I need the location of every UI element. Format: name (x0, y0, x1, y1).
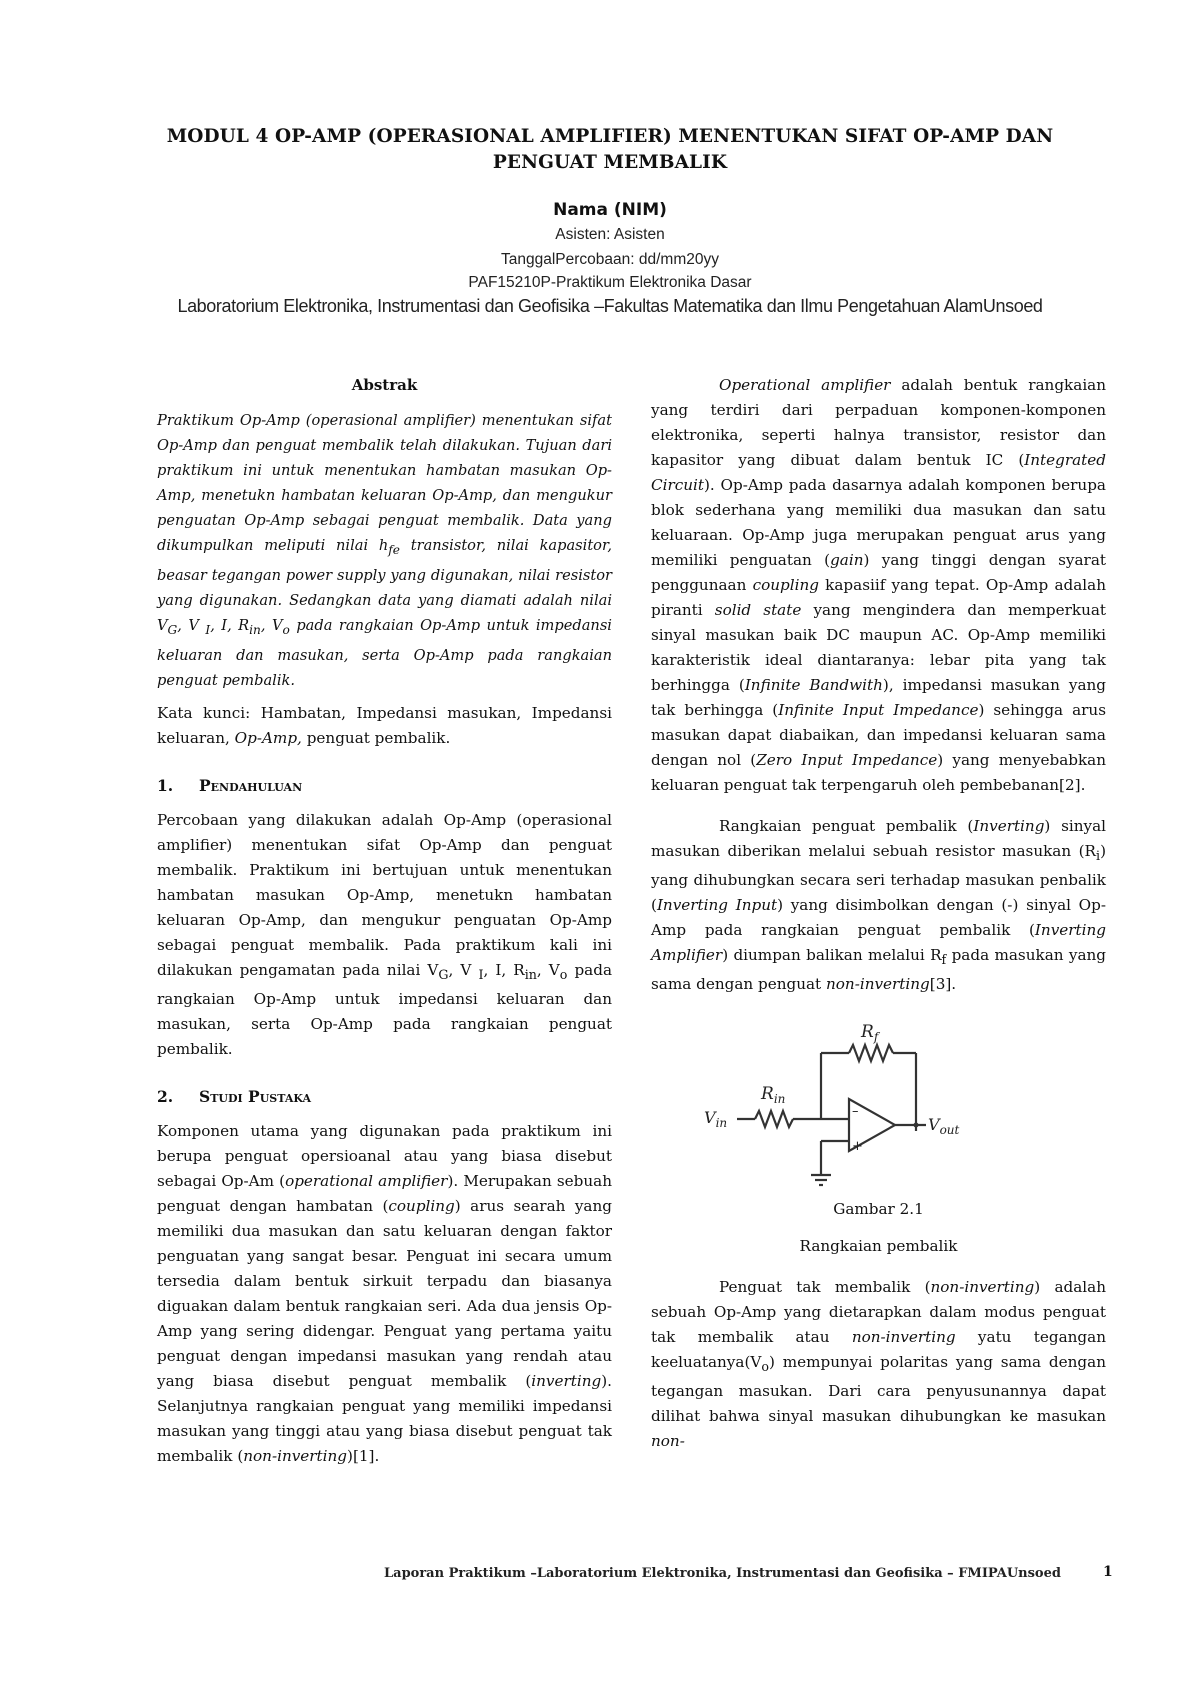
course-line: PAF15210P-Praktikum Elektronika Dasar (468, 274, 752, 291)
section-heading-studi-pustaka: 2. Studi Pustaka (157, 1086, 312, 1106)
assistant-line: Asisten: Asisten (555, 226, 665, 243)
rin-resistor-shape (755, 1111, 793, 1127)
svg-text:+: + (852, 1139, 863, 1155)
affiliation-line: Laboratorium Elektronika, Instrumentasi dan Geofisika –Fakultas Matematika dan Ilmu Pengetahuan AlamUnsoed (177, 296, 1043, 316)
keywords: Kata kunci: Hambatan, Impedansi masukan, Impedansi keluaran, Op-Amp, penguat pembalik. (157, 703, 612, 747)
left-column (157, 373, 612, 1469)
right-column (651, 373, 1106, 1454)
section-heading-pendahuluan: 1. Pendahuluan (157, 775, 303, 795)
title-line-2: PENGUAT MEMBALIK (492, 152, 728, 173)
rf-resistor-shape (849, 1045, 893, 1061)
rin-label: $R_{in}$ (761, 1084, 786, 1107)
page-number: 1 (1103, 1564, 1113, 1580)
vin-label: $V_{in}$ (704, 1108, 728, 1131)
circuit-diagram (651, 1011, 1106, 1191)
paper-title (150, 124, 1070, 176)
inverting-amplifier-paragraph: Rangkaian penguat pembalik (Inverting) sinyal masukan diberikan melalui sebuah resistor masukan $(R_i)$ yang dihubungkan secara seri terhadap masukan penbalik (Inverting Input) yang disimbolkan dengan (-) sinyal Op-Amp pada rangkaian penguat pembalik (Inverting Amplifier) diumpan balikan melalui $R_f$ pada masukan yang sama dengan penguat non-inverting[3]. (651, 817, 1106, 994)
abstract-heading: Abstrak (351, 376, 418, 394)
rf-label: $R_f$ (861, 1022, 879, 1045)
section-pendahuluan-text: Percobaan yang dilakukan adalah Op-Amp (operasional amplifier) menentukan sifat Op-Amp dan penguat membalik. Praktikum ini bertujuan untuk menentukan hambatan masukan Op-Amp, menetukn hambatan keluaran Op-Amp, dan mengukur penguatan Op-Amp sebagai penguat membalik. Pada praktikum kali ini dilakukan pengamatan pada nilai $V_G$, V $_I$, I, $R_{in}$, $V_o$ pada rangkaian Op-Amp untuk impedansi keluaran dan masukan, serta Op-Amp pada rangkaian penguat pembalik. (157, 810, 613, 1058)
inverting-amplifier-figure (651, 1011, 1106, 1191)
abstract-text: Praktikum Op-Amp (operasional amplifier) menentukan sifat Op-Amp dan penguat membalik telah dilakukan. Tujuan dari praktikum ini untuk menentukan hambatan masukan Op-Amp, menetukn hambatan keluaran Op-Amp, dan mengukur penguatan Op-Amp sebagai penguat membalik. Data yang dikumpulkan meliputi nilai $h_{fe}$ transistor, nilai kapasitor, beasar tegangan power supply yang digunakan, nilai resistor yang digunakan. Sedangkan data yang diamati adalah nilai $V_G$, V $_I$, I, $R_{in}$, $V_o$ pada rangkaian Op-Amp untuk impedansi keluaran dan masukan, serta Op-Amp pada rangkaian penguat pembalik. (157, 412, 612, 689)
figure-number: Gambar 2.1 (833, 1200, 924, 1219)
page-footer: Laporan Praktikum –Laboratorium Elektronika, Instrumentasi dan Geofisika – FMIPAUnsoed (384, 1566, 1061, 1581)
section-studi-pustaka-text: Komponen utama yang digunakan pada praktikum ini berupa penguat opersioanal atau yang biasa disebut sebagai Op-Am (operational amplifier). Merupakan sebuah penguat dengan hambatan (coupling) arus searah yang memiliki dua masukan dan satu keluaran dengan faktor penguatan yang sangat besar. Penguat ini secara umum tersedia dalam bentuk sirkuit terpadu dan biasanya diguakan dalam bentuk rangkaian seri. Ada dua jensis Op-Amp yang sering didengar. Penguat yang pertama yaitu penguat dengan impedansi masukan yang rendah atau yang biasa disebut penguat membalik (inverting). Selanjutnya rangkaian penguat yang memiliki impedansi masukan yang tinggi atau yang biasa disebut penguat tak membalik (non-inverting)[1]. (157, 1121, 612, 1465)
opamp-definition-paragraph: Operational amplifier adalah bentuk rangkaian yang terdiri dari perpaduan komponen-komponen elektronika, seperti halnya transistor, resistor dan kapasitor yang dibuat dalam bentuk IC (Integrated Circuit). Op-Amp pada dasarnya adalah komponen berupa blok sederhana yang memiliki dua masukan dan satu keluaraan. Op-Amp juga merupakan penguat arus yang memiliki penguatan (gain) yang tinggi dengan syarat penggunaan coupling kapasiif yang tepat. Op-Amp adalah piranti solid state yang mengindera dan memperkuat sinyal masukan baik DC maupun AC. Op-Amp memiliki karakteristik ideal diantaranya: lebar pita yang tak berhingga (Infinite Bandwith), impedansi masukan yang tak berhingga (Infinite Input Impedance) sehingga arus masukan dapat diabaikan, dan impedansi keluaran sama dengan nol (Zero Input Impedance) yang menyebabkan keluaran penguat tak terpengaruh oleh pembebanan[2]. (651, 376, 1107, 794)
vout-label: $V_{out}$ (928, 1115, 960, 1138)
figure-title: Rangkaian pembalik (799, 1237, 958, 1256)
svg-text:–: – (852, 1104, 859, 1120)
title-line-1: MODUL 4 OP-AMP (OPERASIONAL AMPLIFIER) MENENTUKAN SIFAT OP-AMP DAN (166, 126, 1054, 147)
non-inverting-paragraph: Penguat tak membalik (non-inverting) adalah sebuah Op-Amp yang dietarapkan dalam modus penguat tak membalik atau non-inverting yatu tegangan $keeluatanya(V_o)$ mempunyai polaritas yang sama dengan tegangan masukan. Dari cara penyusunannya dapat dilihat bahwa sinyal masukan dihubungkan ke masukan non- (651, 1278, 1106, 1451)
date-line: TanggalPercobaan: dd/mm20yy (501, 251, 719, 268)
author-name: Nama (NIM) (553, 200, 667, 220)
